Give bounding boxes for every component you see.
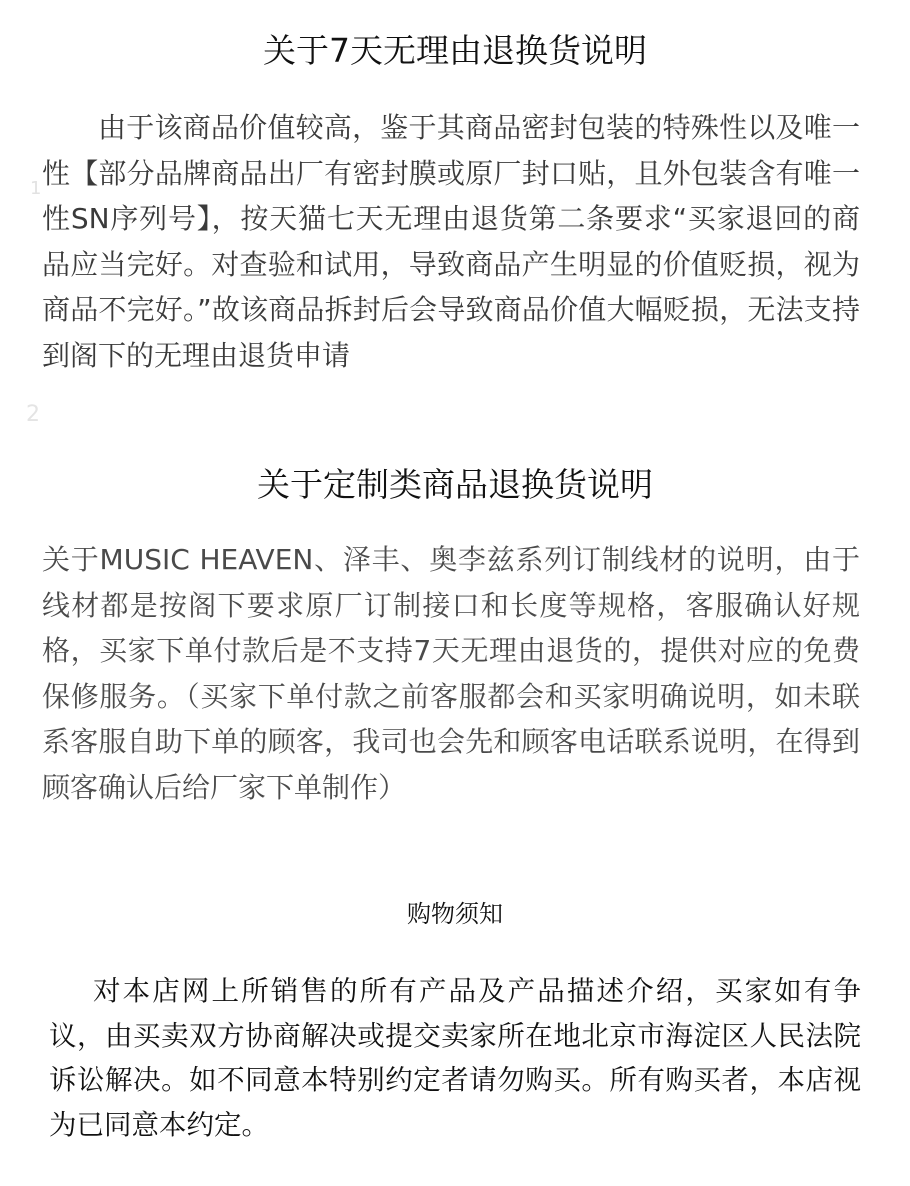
custom-returns-title: 关于定制类商品退换货说明 [257, 465, 653, 504]
shopping-notice-body: 对本店网上所销售的所有产品及产品描述介绍，买家如有争议，由买卖双方协商解决或提交卖家所在地北京市海淀区人民法院诉讼解决。如不同意本特别约定者请勿购买。所有购买者，本店视为已同意本约定。 [49, 975, 861, 1141]
page-mark-1: 1 [30, 178, 42, 199]
custom-returns-body: 关于MUSIC HEAVEN、泽丰、奥李兹系列订制线材的说明，由于线材都是按阁下要求原厂订制接口和长度等规格，客服确认好规格，买家下单付款后是不支持7天无理由退货的，提供对应的免费保修服务。（买家下单付款之前客服都会和买家明确说明，如未联系客服自助下单的顾客，我司也会先和顾客电话联系说明，在得到顾客确认后给厂家下单制作） [42, 543, 860, 804]
returns-7day-body: 由于该商品价值较高，鉴于其商品密封包装的特殊性以及唯一性【部分品牌商品出厂有密封膜或原厂封口贴，且外包装含有唯一性SN序列号】，按天猫七天无理由退货第二条要求“买家退回的商品应当完好。对查验和试用，导致商品产生明显的价值贬损，视为商品不完好。”故该商品拆封后会导致商品价值大幅贬损，无法支持到阁下的无理由退货申请 [42, 111, 860, 372]
page-mark-2: 2 [26, 402, 40, 427]
returns-7day-title: 关于7天无理由退换货说明 [263, 31, 647, 70]
shopping-notice-title: 购物须知 [407, 900, 503, 928]
